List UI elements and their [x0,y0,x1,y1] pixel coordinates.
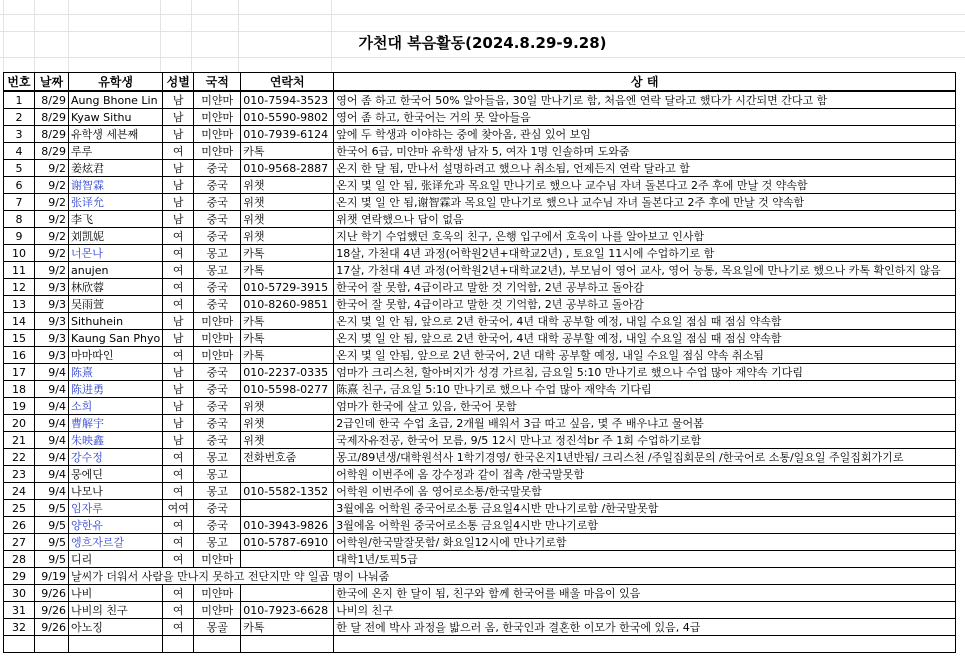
header-gender: 성별 [163,73,194,92]
contact-cell: 카톡 [241,313,334,330]
table-row [4,602,956,619]
row-number-cell: 10 [4,245,35,262]
row-number-cell: 22 [4,449,35,466]
gender-cell: 남 [163,109,194,126]
nationality-cell: 몽고 [194,534,241,551]
status-cell: 국제자유전공, 한국어 모름, 9/5 12시 만나고 정진석br 주 1회 수업하기로함 [334,432,956,449]
table-row [4,194,956,211]
status-cell: 3월에옴 어학원 중국어로소통 금요일4시반 만나기로함 /한국말못함 [334,500,956,517]
row-number-cell: 17 [4,364,35,381]
gender-cell: 남 [163,160,194,177]
gender-cell: 여 [163,279,194,296]
gender-cell: 남 [163,364,194,381]
date-cell: 9/26 [35,602,69,619]
gender-cell: 여 [163,602,194,619]
contact-cell: 010-7939-6124 [241,126,334,143]
student-name-cell: 李飞 [69,211,163,228]
table-row [4,126,956,143]
grid-line [0,57,965,58]
nationality-cell: 몽고 [194,262,241,279]
date-cell: 9/4 [35,449,69,466]
nationality-cell: 미얀마 [194,551,241,568]
student-name-cell: 朱映鑫 [69,432,163,449]
gender-cell: 여여 [163,500,194,517]
sheet-title: 가천대 복음활동(2024.8.29-9.28) [358,34,607,52]
nationality-cell: 중국 [194,228,241,245]
student-name-cell: 林欣蓉 [69,279,163,296]
contact-cell: 위챗 [241,228,334,245]
row-number-cell: 6 [4,177,35,194]
student-name-cell: 谢智霖 [69,177,163,194]
date-cell: 9/26 [35,585,69,602]
status-cell: 대학1년/토픽5급 [334,551,956,568]
nationality-cell: 중국 [194,517,241,534]
table-row [4,91,956,109]
table-row [4,551,956,568]
table-row [4,279,956,296]
student-name-cell: 나모나 [69,483,163,500]
table-row [4,228,956,245]
date-cell: 9/5 [35,500,69,517]
date-cell: 9/4 [35,398,69,415]
date-cell: 9/4 [35,415,69,432]
row-number-cell: 13 [4,296,35,313]
table-row [4,449,956,466]
table-row [4,568,956,585]
header-row [4,73,956,92]
gender-cell: 여 [163,517,194,534]
status-cell: 나비의 친구 [334,602,956,619]
status-cell: 17살, 가천대 4년 과정(어학원2년+대학교2년), 부모님이 영어 교사, 영어 능통, 목요일에 만나기로 했으나 카톡 확인하지 않음 [334,262,956,279]
student-name-cell: 나비 [69,585,163,602]
nationality-cell: 미얀마 [194,585,241,602]
table-row [4,160,956,177]
gender-cell: 남 [163,398,194,415]
gender-cell: 여 [163,262,194,279]
nationality-cell: 중국 [194,296,241,313]
date-cell: 9/5 [35,551,69,568]
date-cell: 9/2 [35,177,69,194]
contact-cell: 010-7923-6628 [241,602,334,619]
nationality-cell: 몽골 [194,619,241,636]
student-name-cell: 吴雨萱 [69,296,163,313]
student-name-cell: 엥흐자르갈 [69,534,163,551]
status-cell: 영어 좀 하고 한국어 50% 알아들음, 30일 만나기로 함, 처음엔 연락 달라고 했다가 시간되면 간다고 함 [334,91,956,109]
student-name-cell: 아노징 [69,619,163,636]
gender-cell: 남 [163,313,194,330]
activity-table [3,72,956,653]
row-number-cell: 25 [4,500,35,517]
contact-cell: 010-8260-9851 [241,296,334,313]
row-number-cell: 7 [4,194,35,211]
student-name-cell: Kyaw Sithu [69,109,163,126]
contact-cell [241,585,334,602]
contact-cell [241,500,334,517]
row-number-cell: 23 [4,466,35,483]
date-cell: 9/2 [35,211,69,228]
nationality-cell: 미얀마 [194,330,241,347]
student-name-cell: Kaung San Phyo [69,330,163,347]
student-name-cell: 나비의 친구 [69,602,163,619]
student-name-cell: 姜炫君 [69,160,163,177]
date-cell: 9/3 [35,347,69,364]
date-cell: 8/29 [35,91,69,109]
nationality-cell: 몽고 [194,466,241,483]
student-name-cell: 강수정 [69,449,163,466]
status-cell: 한 달 전에 박사 과정을 밟으러 옴, 한국인과 결혼한 이모가 한국에 있음, 4급 [334,619,956,636]
nationality-cell: 중국 [194,364,241,381]
table-row [4,483,956,500]
student-name-cell: 뭉에딘 [69,466,163,483]
table-row [4,364,956,381]
date-cell: 9/2 [35,262,69,279]
header-status: 상 태 [334,73,956,92]
table-row [4,330,956,347]
contact-cell: 위챗 [241,211,334,228]
gender-cell: 남 [163,415,194,432]
table-row [4,109,956,126]
contact-cell: 위챗 [241,432,334,449]
empty-cell [69,636,163,653]
contact-cell: 카톡 [241,330,334,347]
table-row [4,517,956,534]
header-student: 유학생 [69,73,163,92]
nationality-cell: 중국 [194,432,241,449]
status-cell: 엄마가 크리스천, 할아버지가 성경 가르침, 금요일 5:10 만나기로 했으나 수업 많아 재약속 기다림 [334,364,956,381]
header-no: 번호 [4,73,35,92]
contact-cell: 카톡 [241,347,334,364]
nationality-cell: 중국 [194,500,241,517]
student-name-cell: 디리 [69,551,163,568]
row-number-cell: 3 [4,126,35,143]
table-row [4,211,956,228]
date-cell: 9/4 [35,381,69,398]
status-cell: 온지 몇 일 안 됨, 张译允과 목요일 만나기로 했으나 교수님 자녀 돌본다고 2주 후에 만날 것 약속함 [334,177,956,194]
empty-cell [194,636,241,653]
empty-cell [163,636,194,653]
row-number-cell: 1 [4,91,35,109]
contact-cell: 010-9568-2887 [241,160,334,177]
gender-cell: 여 [163,619,194,636]
student-name-cell: 刘凯妮 [69,228,163,245]
date-cell: 8/29 [35,143,69,160]
row-number-cell: 26 [4,517,35,534]
student-name-cell: 张译允 [69,194,163,211]
contact-cell [241,551,334,568]
contact-cell: 010-5729-3915 [241,279,334,296]
empty-cell [35,636,69,653]
date-cell: 9/3 [35,279,69,296]
date-cell: 9/4 [35,483,69,500]
empty-cell [334,636,956,653]
gender-cell: 남 [163,91,194,109]
empty-row [4,636,956,653]
status-cell: 한국어 잘 못함, 4급이라고 말한 것 기억함, 2년 공부하고 돌아감 [334,279,956,296]
gender-cell: 여 [163,534,194,551]
nationality-cell: 미얀마 [194,126,241,143]
table-row [4,415,956,432]
contact-cell: 전화번호줌 [241,449,334,466]
table-row [4,296,956,313]
row-number-cell: 2 [4,109,35,126]
table-row [4,262,956,279]
student-name-cell: Aung Bhone Lin [69,91,163,109]
row-number-cell: 5 [4,160,35,177]
gender-cell: 여 [163,551,194,568]
date-cell: 9/2 [35,245,69,262]
gender-cell: 여 [163,296,194,313]
student-name-cell: 임자루 [69,500,163,517]
date-cell: 9/3 [35,313,69,330]
status-cell: 앞에 두 학생과 이야하는 중에 찾아옴, 관심 있어 보임 [334,126,956,143]
student-name-cell: 마마따인 [69,347,163,364]
status-cell: 몽고/89년생/대학원석사 1학기경영/ 한국온지1년반됨/ 크리스천 /주일집회문의 /한국어로 소통/일요일 주일집회가기로 [334,449,956,466]
date-cell: 9/3 [35,330,69,347]
nationality-cell: 몽고 [194,245,241,262]
contact-cell: 010-3943-9826 [241,517,334,534]
contact-cell: 카톡 [241,262,334,279]
header-contact: 연락처 [241,73,334,92]
nationality-cell: 중국 [194,398,241,415]
date-cell: 9/4 [35,432,69,449]
status-cell: 한국어 잘 못함, 4급이라고 말한 것 기억함, 2년 공부하고 돌아감 [334,296,956,313]
gender-cell: 남 [163,194,194,211]
date-cell: 9/5 [35,534,69,551]
student-name-cell: 曹解宇 [69,415,163,432]
gender-cell: 남 [163,211,194,228]
row-number-cell: 12 [4,279,35,296]
contact-cell: 위챗 [241,415,334,432]
table-row [4,143,956,160]
status-cell: 엄마가 한국에 살고 있음, 한국어 못함 [334,398,956,415]
row-number-cell: 9 [4,228,35,245]
nationality-cell: 미얀마 [194,347,241,364]
student-name-cell: 소희 [69,398,163,415]
student-name-cell: Sithuhein [69,313,163,330]
table-row [4,398,956,415]
nationality-cell: 미얀마 [194,602,241,619]
row-number-cell: 32 [4,619,35,636]
gender-cell: 여 [163,466,194,483]
date-cell: 9/2 [35,160,69,177]
row-number-cell: 18 [4,381,35,398]
row-number-cell: 30 [4,585,35,602]
student-name-cell: 陈进勇 [69,381,163,398]
status-cell: 陈熹 친구, 금요일 5:10 만나기로 했으나 수업 많아 재약속 기다림 [334,381,956,398]
status-cell: 온지 몇 일 안됨, 앞으로 2년 한국어, 2년 대학 공부할 예정, 내일 수요일 점심 약속 취소됨 [334,347,956,364]
status-cell: 어학원 이번주에 옴 강수정과 같이 접촉 /한국말못함 [334,466,956,483]
contact-cell: 위챗 [241,398,334,415]
nationality-cell: 몽고 [194,483,241,500]
row-number-cell: 8 [4,211,35,228]
status-cell: 3월에옴 어학원 중국어로소통 금요일4시반 만나기로함 [334,517,956,534]
gender-cell: 남 [163,177,194,194]
row-number-cell: 14 [4,313,35,330]
date-cell: 9/4 [35,466,69,483]
nationality-cell: 중국 [194,279,241,296]
nationality-cell: 미얀마 [194,143,241,160]
gender-cell: 여 [163,228,194,245]
student-name-cell: 陈熹 [69,364,163,381]
status-cell: 어학원 이번주에 옴 영어로소통/한국말못함 [334,483,956,500]
table-row [4,466,956,483]
row-number-cell: 15 [4,330,35,347]
date-cell: 9/3 [35,296,69,313]
status-cell: 한국에 온지 한 달이 됨, 친구와 함께 한국어를 배울 마음이 있음 [334,585,956,602]
gender-cell: 여 [163,347,194,364]
student-name-cell: 양한유 [69,517,163,534]
nationality-cell: 중국 [194,177,241,194]
header-date: 날짜 [35,73,69,92]
table-row [4,534,956,551]
nationality-cell: 중국 [194,160,241,177]
table-row [4,381,956,398]
status-cell: 온지 몇 일 안 됨,谢智霖과 목요일 만나기로 했으나 교수님 자녀 돌본다고 2주 후에 만날 것 약속함 [334,194,956,211]
row-number-cell: 4 [4,143,35,160]
gender-cell: 여 [163,483,194,500]
student-name-cell: 너몬나 [69,245,163,262]
status-cell: 온지 몇 일 안 됨, 앞으로 2년 한국어, 4년 대학 공부할 예정, 내일 수요일 점심 때 점심 약속함 [334,313,956,330]
table-row [4,585,956,602]
date-cell: 9/5 [35,517,69,534]
row-number-cell: 19 [4,398,35,415]
contact-cell: 010-5787-6910 [241,534,334,551]
contact-cell: 010-5582-1352 [241,483,334,500]
date-cell: 9/19 [35,568,69,585]
student-name-cell: 루루 [69,143,163,160]
gender-cell: 남 [163,432,194,449]
nationality-cell: 미얀마 [194,313,241,330]
row-number-cell: 20 [4,415,35,432]
status-cell: 온지 한 달 됨, 만나서 설명하려고 했으나 취소됨, 언제든지 연락 달라고 함 [334,160,956,177]
nationality-cell: 중국 [194,381,241,398]
gender-cell: 여 [163,585,194,602]
table-row [4,245,956,262]
row-number-cell: 11 [4,262,35,279]
date-cell: 8/29 [35,109,69,126]
status-cell: 18살, 가천대 4년 과정(어학원2년+대학교2년) , 토요일 11시에 수업하기로 함 [334,245,956,262]
status-cell: 지난 학기 수업했던 호욱의 친구, 은행 입구에서 호욱이 나를 알아보고 인사함 [334,228,956,245]
row-number-cell: 27 [4,534,35,551]
row-number-cell: 21 [4,432,35,449]
contact-cell: 010-7594-3523 [241,91,334,109]
gender-cell: 남 [163,381,194,398]
contact-cell: 위챗 [241,177,334,194]
status-cell: 2급인데 한국 수업 초급, 2개월 배워서 3급 따고 싶음, 몇 주 배우냐고 물어봄 [334,415,956,432]
contact-cell: 010-5590-9802 [241,109,334,126]
row-number-cell: 28 [4,551,35,568]
date-cell: 9/26 [35,619,69,636]
date-cell: 8/29 [35,126,69,143]
status-cell: 위챗 연락했으나 답이 없음 [334,211,956,228]
row-number-cell: 31 [4,602,35,619]
table-row [4,500,956,517]
table-row [4,347,956,364]
status-cell: 한국어 6급, 미얀마 유학생 남자 5, 여자 1명 인솔하며 도와줌 [334,143,956,160]
student-name-cell: anujen [69,262,163,279]
contact-cell: 카톡 [241,245,334,262]
gender-cell: 여 [163,245,194,262]
status-cell: 영어 좀 하고, 한국어는 거의 못 알아들음 [334,109,956,126]
status-cell: 온지 몇 일 안 됨, 앞으로 2년 한국어, 4년 대학 공부할 예정, 내일 수요일 점심 때 점심 약속함 [334,330,956,347]
contact-cell [241,466,334,483]
row-number-cell: 29 [4,568,35,585]
contact-cell: 위챗 [241,194,334,211]
contact-cell: 010-5598-0277 [241,381,334,398]
grid-line [0,14,965,15]
gender-cell: 남 [163,126,194,143]
gender-cell: 여 [163,449,194,466]
student-name-cell: 유학생 세븐째 [69,126,163,143]
table-row [4,432,956,449]
nationality-cell: 몽고 [194,449,241,466]
table-row [4,177,956,194]
row-number-cell: 16 [4,347,35,364]
row-number-cell: 24 [4,483,35,500]
note-cell: 날씨가 더워서 사람을 만나지 못하고 전단지만 약 일곱 명이 나눠줌 [69,568,956,585]
status-cell: 어학원/한국말잘못함/ 화요일12시에 만나기로함 [334,534,956,551]
nationality-cell: 미얀마 [194,109,241,126]
empty-cell [241,636,334,653]
contact-cell: 010-2237-0335 [241,364,334,381]
table-row [4,313,956,330]
gender-cell: 여 [163,143,194,160]
empty-cell [4,636,35,653]
header-nationality: 국적 [194,73,241,92]
contact-cell: 카톡 [241,619,334,636]
date-cell: 9/4 [35,364,69,381]
nationality-cell: 중국 [194,415,241,432]
date-cell: 9/2 [35,228,69,245]
gender-cell: 남 [163,330,194,347]
nationality-cell: 중국 [194,211,241,228]
nationality-cell: 미얀마 [194,91,241,109]
contact-cell: 카톡 [241,143,334,160]
table-row [4,619,956,636]
date-cell: 9/2 [35,194,69,211]
nationality-cell: 중국 [194,194,241,211]
